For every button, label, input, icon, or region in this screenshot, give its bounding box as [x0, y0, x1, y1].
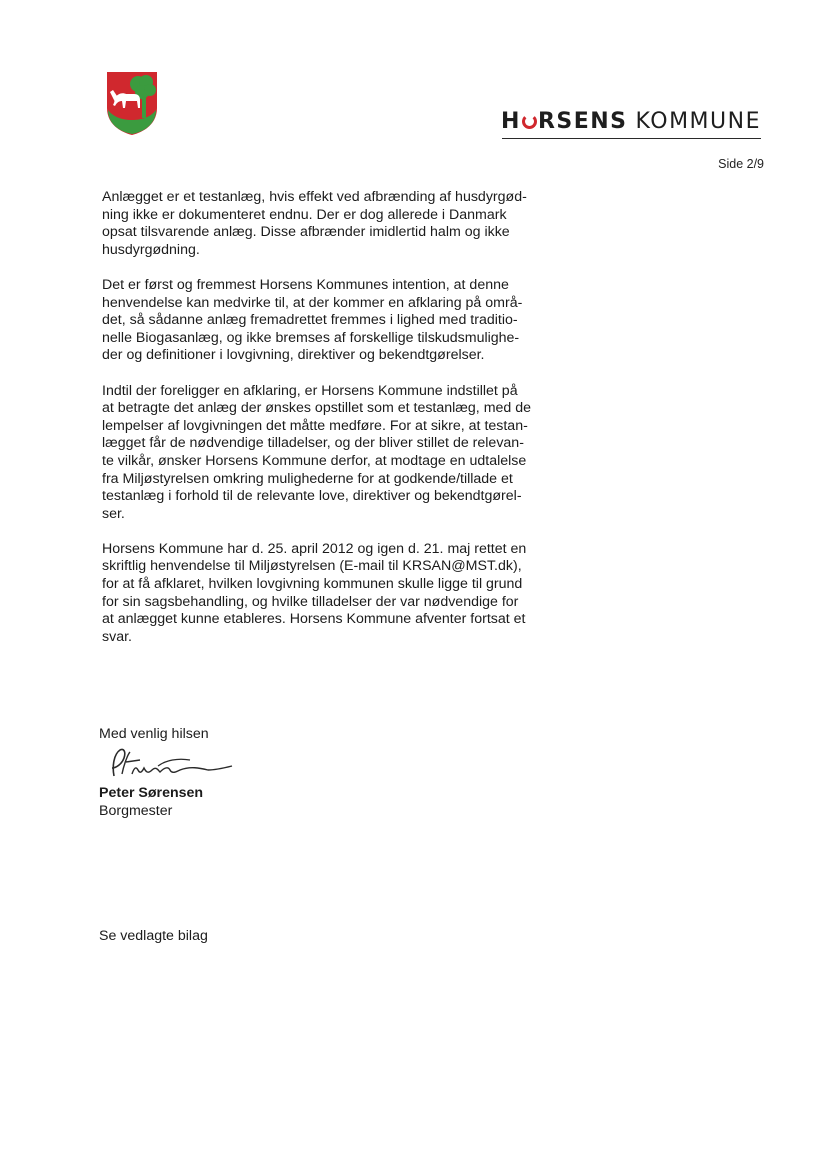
- paragraph-3: [102, 383, 576, 524]
- text-line: svar.: [102, 628, 132, 645]
- text-line: opsat tilsvarende anlæg. Disse afbrænder imidlertid halm og ikke: [102, 224, 510, 241]
- text-line: testanlæg i forhold til de relevante love, direktiver og bekendtgørel-: [102, 488, 522, 505]
- text-line: at anlægget kunne etableres. Horsens Kommune afventer fortsat et: [102, 611, 526, 628]
- text-line: henvendelse kan medvirke til, at der kommer en afklaring på områ-: [102, 294, 523, 311]
- text-line: ning ikke er dokumenteret endnu. Der er dog allerede i Danmark: [102, 206, 507, 223]
- coat-of-arms-horse-tree-icon: [104, 70, 160, 136]
- text-line: Indtil der foreligger en afklaring, er Horsens Kommune indstillet på: [102, 382, 518, 399]
- paragraph-1: [102, 189, 576, 259]
- text-line: Horsens Kommune har d. 25. april 2012 og igen d. 21. maj rettet en: [102, 540, 527, 557]
- text-line: skriftlig henvendelse til Miljøstyrelsen (E-mail til KRSAN@MST.dk),: [102, 558, 522, 575]
- text-line: at betragte det anlæg der ønskes opstillet som et testanlæg, med de: [102, 400, 532, 417]
- brand-bold-prefix: H: [501, 109, 521, 134]
- text-line: nelle Biogasanlæg, og ikke bremses af forskellige tilskudsmulighe-: [102, 329, 520, 346]
- text-line: der og definitioner i lovgivning, direktiver og bekendtgørelser.: [102, 347, 485, 364]
- brand-o-mark-icon: [522, 114, 537, 129]
- text-line: lempelser af lovgivningen det måtte medføre. For at sikre, at testan-: [102, 417, 528, 434]
- text-line: for at få afklaret, hvilken lovgivning kommunen skulle ligge til grund: [102, 576, 523, 593]
- text-line: ser.: [102, 505, 125, 522]
- text-line: Anlægget er et testanlæg, hvis effekt ved afbrænding af husdyrgød-: [102, 189, 527, 205]
- header-divider: [502, 138, 761, 139]
- text-line: fra Miljøstyrelsen omkring mulighederne for at godkende/tillade et: [102, 470, 513, 487]
- signer-name: Peter Sørensen: [99, 785, 204, 801]
- closing-salutation: Med venlig hilsen: [99, 726, 209, 742]
- handwritten-signature-icon: [100, 744, 240, 786]
- paragraph-2: [102, 277, 576, 365]
- text-line: te vilkår, ønsker Horsens Kommune derfor, at modtage en udtalelse: [102, 452, 527, 469]
- text-line: for sin sagsbehandling, og hvilke tilladelser der var nødvendige for: [102, 593, 519, 610]
- text-line: lægget får de nødvendige tilladelser, og der bliver stillet de relevan-: [102, 435, 524, 452]
- letter-body: [102, 189, 576, 664]
- brand-light-word: KOMMUNE: [635, 109, 761, 134]
- attachment-note: Se vedlagte bilag: [99, 928, 208, 944]
- brand-wordmark: [501, 109, 761, 135]
- signer-title: Borgmester: [99, 803, 173, 819]
- text-line: det, så sådanne anlæg fremadrettet fremmes i lighed med traditio-: [102, 312, 518, 329]
- text-line: Det er først og fremmest Horsens Kommunes intention, at denne: [102, 276, 509, 293]
- text-line: husdyrgødning.: [102, 241, 200, 258]
- paragraph-4: [102, 541, 576, 647]
- brand-bold-suffix: RSENS: [537, 109, 628, 134]
- page-number: Side 2/9: [718, 157, 764, 171]
